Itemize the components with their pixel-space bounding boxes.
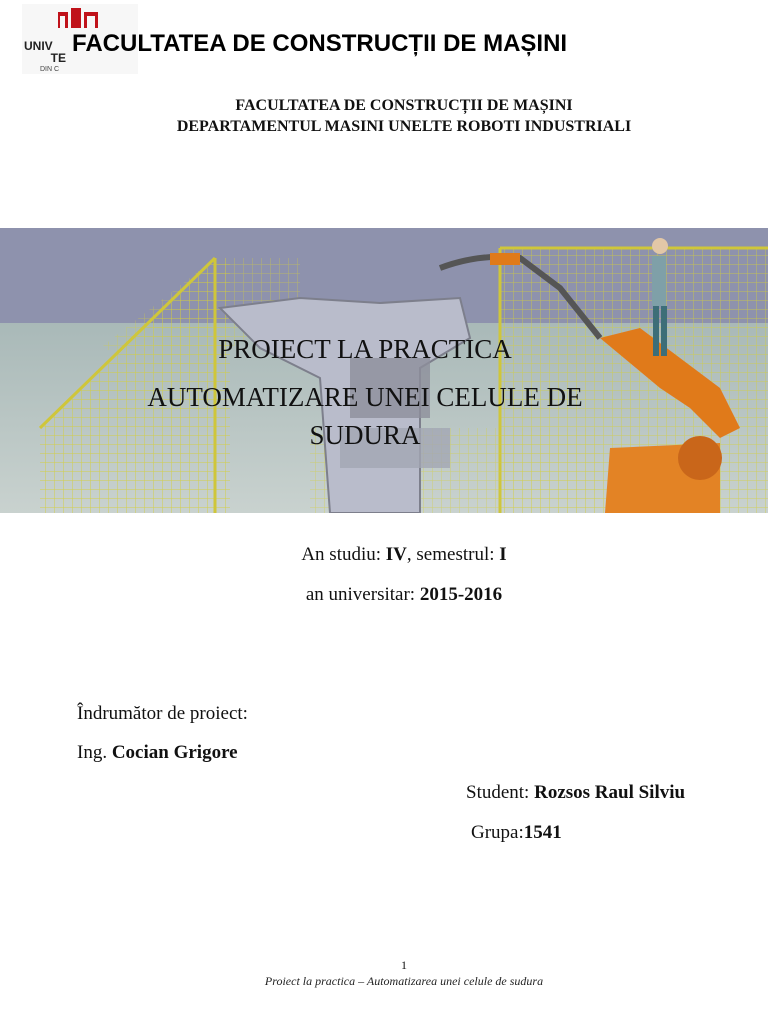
guide-name-line (77, 742, 238, 764)
group-value: 1541 (523, 822, 562, 843)
project-title-line-3: SUDURA (309, 420, 421, 450)
year-label: An studiu: (301, 544, 386, 565)
guide-name: Cocian Grigore (111, 742, 238, 763)
project-guide-label: Îndrumător de proiect: (77, 703, 248, 724)
logo-subtext: DIN C (40, 66, 60, 73)
academic-year-value: 2015-2016 (419, 584, 503, 605)
ing-prefix: Ing. (77, 742, 112, 763)
group-line (471, 822, 562, 844)
student-line (466, 782, 685, 804)
academic-year-label: an universitar: (305, 584, 420, 605)
logo-text: UNIV TE (24, 39, 67, 65)
logo-mark-icon (58, 8, 98, 28)
study-year-line (0, 544, 768, 566)
banner-title: FACULTATEA DE CONSTRUCȚII DE MAȘINI (72, 30, 568, 57)
department-name: DEPARTAMENTUL MASINI UNELTE ROBOTI INDUSTRIALI (176, 118, 632, 135)
page-number: 1 (401, 958, 407, 972)
welding-cell-illustration (0, 228, 768, 513)
year-value: IV (385, 544, 407, 565)
page-footer: Proiect la practica – Automatizarea unei celule de sudura (264, 974, 544, 988)
faculty-name: FACULTATEA DE CONSTRUCȚII DE MAȘINI (235, 97, 573, 114)
academic-year-line (0, 584, 768, 606)
student-label: Student: (466, 782, 535, 803)
semester-label: , semestrul: (406, 544, 500, 565)
semester-value: I (499, 544, 507, 565)
student-name: Rozsos Raul Silviu (534, 782, 686, 803)
project-title-line-2: AUTOMATIZARE UNEI CELULE DE (147, 382, 583, 412)
group-label: Grupa: (471, 822, 524, 843)
project-title-line-1: PROIECT LA PRACTICA (218, 334, 512, 364)
hero-banner (0, 228, 768, 513)
